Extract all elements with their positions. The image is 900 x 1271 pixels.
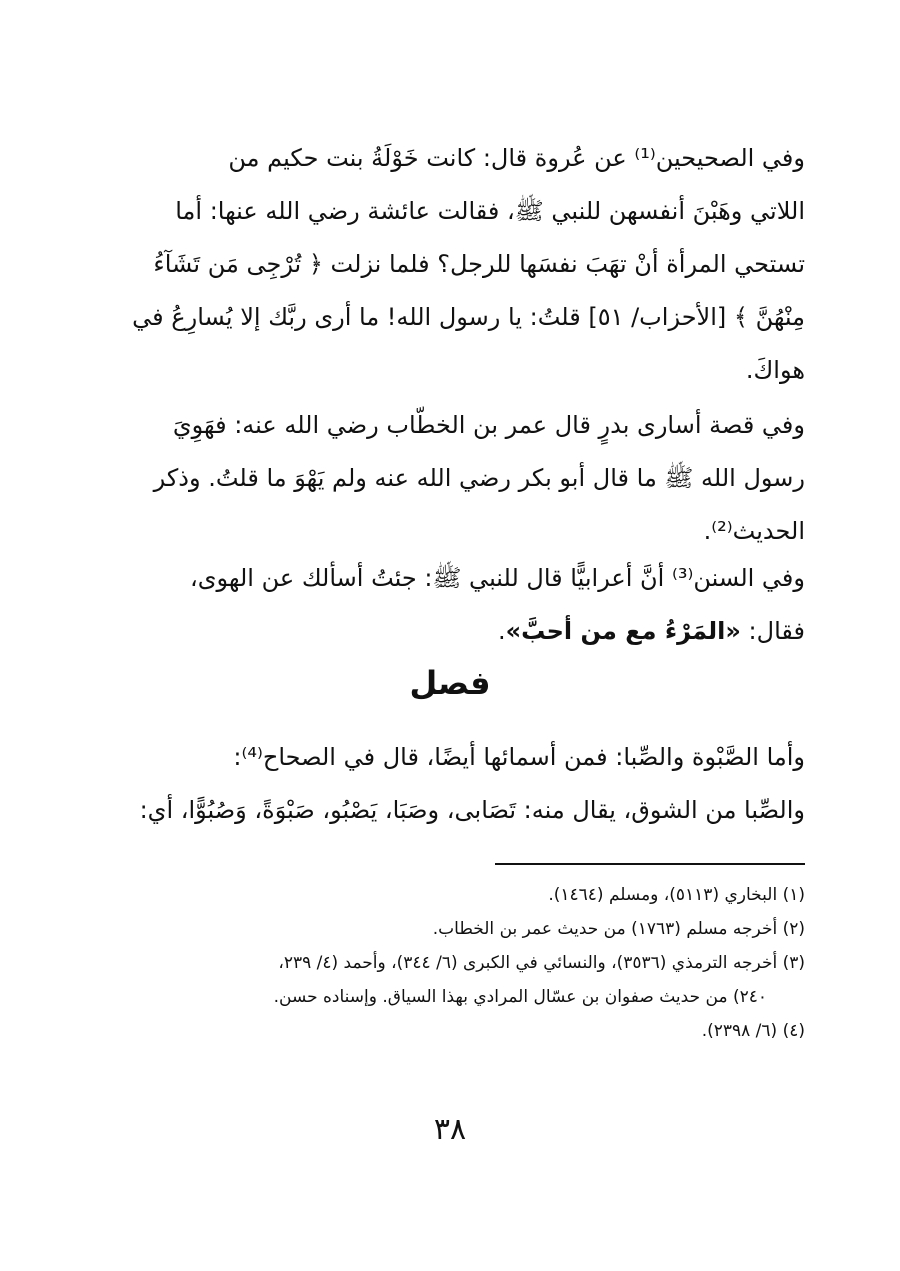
paragraph-line: والصِّبا من الشوق، يقال منه: تَصَابى، وصَبَا، يَصْبُو، صَبْوَةً، وَصُبُوًّا، أي:: [139, 796, 805, 824]
paragraph-3: [115, 552, 805, 658]
paragraph-line: الحديث⁽²⁾.: [703, 517, 805, 545]
footnote-divider: [495, 863, 805, 865]
page-number: ٣٨: [433, 1112, 467, 1147]
hadith-quote: «المَرْءُ مع من أحبَّ»: [505, 617, 741, 645]
paragraph-line: رسول الله ﷺ ما قال أبو بكر رضي الله عنه ولم يَهْوَ ما قلتُ. وذكر: [153, 464, 805, 492]
paragraph-2: [115, 399, 805, 558]
paragraph-line: تستحي المرأة أنْ تهَبَ نفسَها للرجل؟ فلما نزلت ﴿ تُرْجِى مَن تَشَآءُ: [153, 250, 805, 278]
footnote-continuation: ٢٤٠) من حديث صفوان بن عسّال المرادي بهذا السياق. وإسناده حسن.: [273, 987, 767, 1007]
paragraph-text: فقال:: [740, 617, 805, 645]
paragraph-line: هواكَ.: [745, 356, 805, 384]
paragraph-line: [115, 605, 805, 658]
footnote: (٤) (٦/ ٢٣٩٨).: [701, 1021, 805, 1041]
footnote: (٣) أخرجه الترمذي (٣٥٣٦)، والنسائي في الكبرى (٦/ ٣٤٤)، وأحمد (٤/ ٢٣٩،: [278, 953, 805, 973]
paragraph-1: [115, 132, 805, 397]
paragraph-line: وأما الصَّبْوة والصِّبا: فمن أسمائها أيضًا، قال في الصحاح⁽⁴⁾:: [233, 743, 805, 771]
footnotes: [115, 878, 805, 1048]
paragraph-line: اللاتي وهَبْنَ أنفسهن للنبي ﷺ، فقالت عائشة رضي الله عنها: أما: [175, 197, 805, 225]
paragraph-line: وفي قصة أسارى بدرٍ قال عمر بن الخطّاب رضي الله عنه: فهَوِيَ: [172, 411, 805, 439]
paragraph-text: .: [498, 617, 506, 645]
paragraph-line: مِنْهُنَّ ﴾ [الأحزاب/ ٥١] قلتُ: يا رسول الله! ما أرى ربَّك إلا يُسارِعُ في: [132, 303, 805, 331]
section-heading: فصل: [409, 664, 491, 702]
paragraph-line: وفي الصحيحين⁽¹⁾ عن عُروة قال: كانت خَوْلَةُ بنت حكيم من: [228, 144, 805, 172]
footnote: (١) البخاري (٥١١٣)، ومسلم (١٤٦٤).: [548, 885, 805, 905]
footnote: (٢) أخرجه مسلم (١٧٦٣) من حديث عمر بن الخطاب.: [432, 919, 805, 939]
paragraph-4: [115, 731, 805, 837]
paragraph-line: وفي السنن⁽³⁾ أنَّ أعرابيًّا قال للنبي ﷺ: جئتُ أسألك عن الهوى،: [190, 564, 805, 592]
